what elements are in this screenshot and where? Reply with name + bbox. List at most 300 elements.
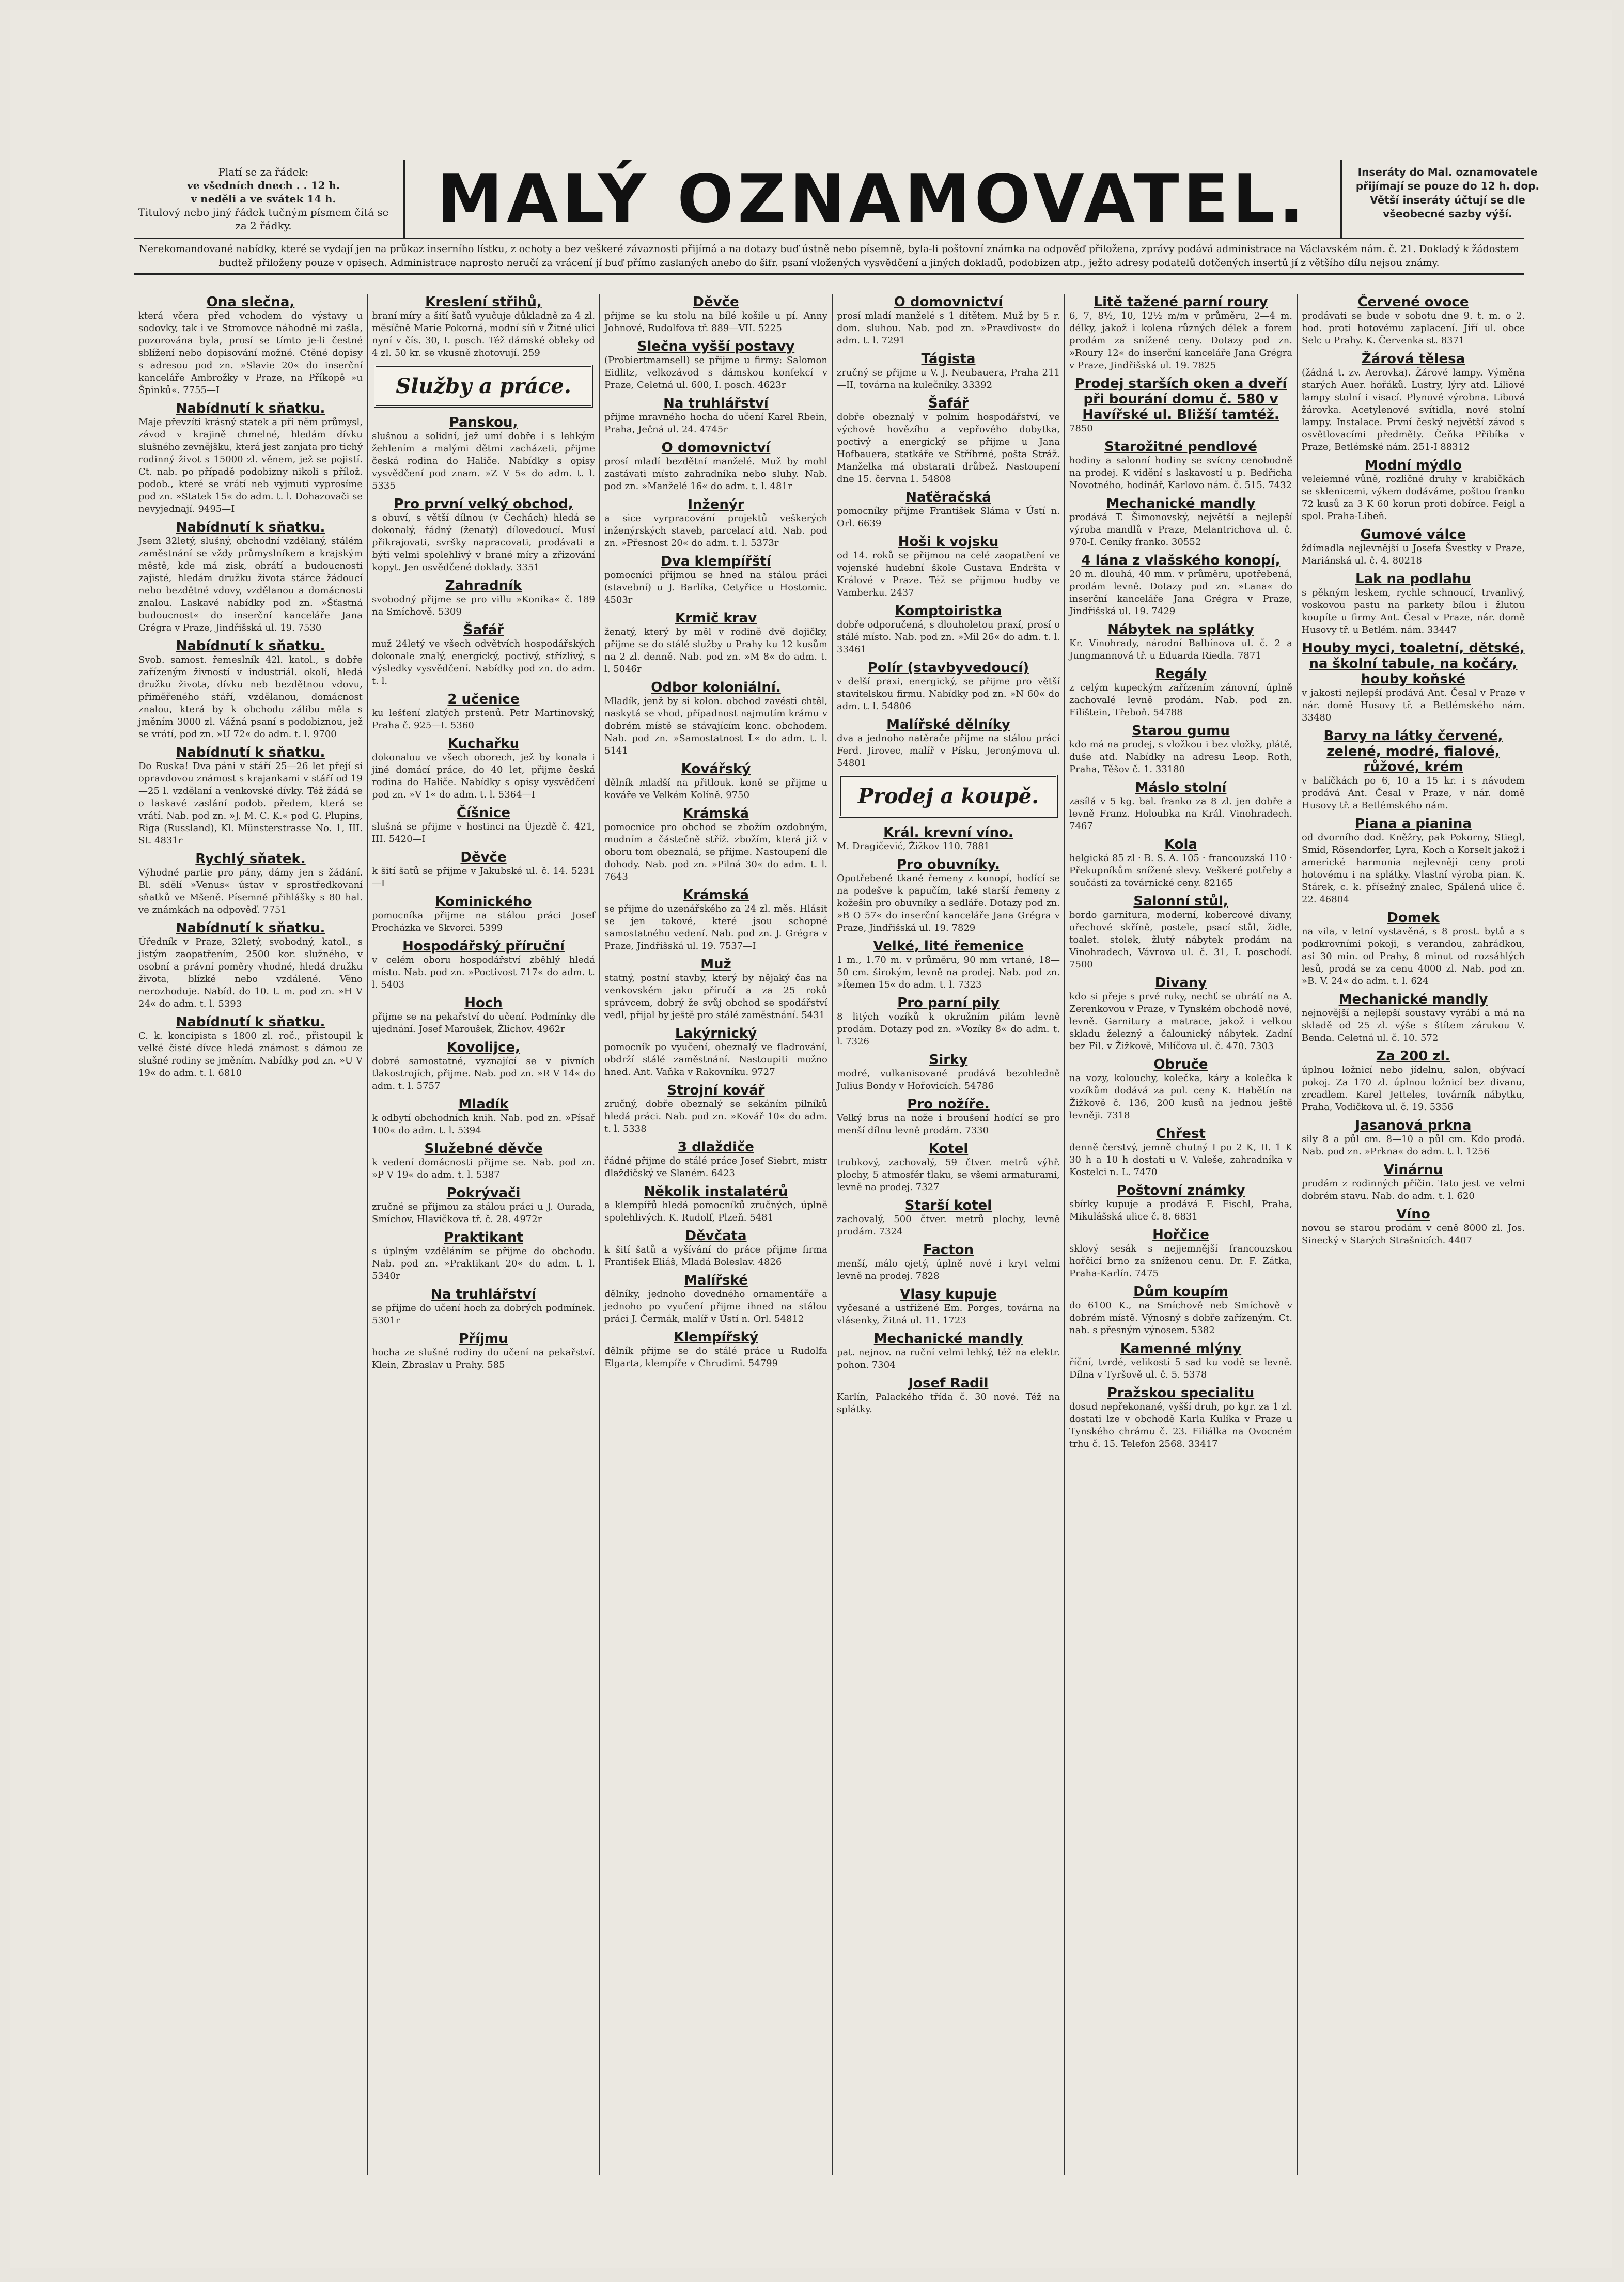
ad-title: Strojní kovář [667, 1083, 765, 1098]
ad-body: nejnovější a nejlepší soustavy vyrábí a má na skladě od 25 zl. výše s štítem zárukou V. Benda. Celetná ul. č. 10. 572 [1302, 1008, 1525, 1043]
ad-column [1297, 294, 1529, 2175]
ad-body: Karlín, Palackého třída č. 30 nové. Též na splátky. [837, 1392, 1060, 1415]
ad-column [599, 294, 832, 2175]
ad-title: Modní mýdlo [1364, 458, 1462, 473]
ad-body: dosud nepřekonané, vyšší druh, po kgr. za 1 zl. dostati lze v obchodě Karla Kulíka v Praze u Tynského chrámu č. 23. Filiálka na Ovocném trhu č. 15. Telefon 2568. 33417 [1069, 1401, 1292, 1449]
ad-body: vyčesané a ustřižené Em. Porges, továrna na vlásenky, Žitná ul. 11. 1723 [837, 1303, 1060, 1326]
ad-body: Výhodné partie pro pány, dámy jen s žádání. Bl. sdělí »Venus« ústav v sprostředkovaní sňatků ve Mšeně. Písemné přihlášky s 80 hal. ve známkách na odpověď. 7751 [138, 867, 363, 915]
ad-body: sbírky kupuje a prodává F. Fischl, Praha, Mikulášská ulice č. 8. 6831 [1069, 1199, 1292, 1222]
ad-title: Praktikant [444, 1230, 523, 1245]
ad-title: Obruče [1153, 1057, 1208, 1072]
ad-title: Dům koupím [1133, 1284, 1228, 1300]
ad-body: dobré samostatné, vyznající se v pivních tlakostrojích, přijme. Nab. pod zn. »R V 14« do adm. t. l. 5757 [372, 1056, 595, 1091]
ad-body: prosí mladí bezdětní manželé. Muž by mohl zastávati místo zahradníka nebo sluhy. Nab. pod zn. »Manželé 16« do adm. t. l. 481r [604, 456, 827, 492]
ad-title: Naťěračská [905, 490, 991, 505]
ad-title: Kovolijce, [446, 1040, 521, 1055]
ad-body: prodám z rodinných příčin. Tato jest ve velmi dobrém stavu. Nab. do adm. t. l. 620 [1302, 1178, 1525, 1201]
classified-ad [604, 1228, 827, 1269]
classified-ad [1069, 1284, 1292, 1337]
ad-title: Sirky [929, 1052, 968, 1068]
ad-body: dobře obeznalý v polním hospodářství, ve výchově hovězího a vepřového dobytka, poctivý a energický se přijme u Jana Hofbauera, statkáře ve Stříbrné, pošta Stráž. Manželka má obstarati drůbež. Nastoupení dne 15. června 1. 54808 [837, 412, 1060, 484]
ad-title: Domek [1387, 910, 1440, 926]
classified-ad [837, 1331, 1060, 1371]
ad-title: Mechanické mandly [873, 1331, 1023, 1347]
ad-body: k odbytí obchodních knih. Nab. pod zn. »Písař 100« do adm. t. l. 5394 [372, 1113, 595, 1136]
classified-ad [372, 1040, 595, 1092]
ad-body: se přijme do učení hoch za dobrých podmínek. 5301r [372, 1303, 595, 1326]
newspaper-page [10, 10, 1612, 2268]
ad-body: prosí mladí manželé s 1 dítětem. Muž by 5 r. dom. sluhou. Nab. pod zn. »Pravdivost« do adm. t. l. 7291 [837, 310, 1060, 346]
ad-body: Velký brus na nože i broušení hodící se pro menší dílnu levně prodám. 7330 [837, 1113, 1060, 1136]
ad-body: s pěkným leskem, rychle schnoucí, trvanlivý, voskovou pastu na parkety bílou i žlutou koupíte u firmy Ant. Česal v Praze, nár. domě Husovy tř. u Betlém. nám. 33447 [1302, 587, 1525, 635]
classified-ad [837, 1097, 1060, 1137]
classified-ad [1069, 975, 1292, 1053]
ad-title: Litě tažené parní roury [1094, 294, 1268, 310]
ad-body: přijme se ku stolu na bílé košile u pí. Anny Johnové, Rudolfova tř. 889—VII. 5225 [604, 310, 827, 334]
ad-body: k šití šatů se přijme v Jakubské ul. č. 14. 5231—I [372, 866, 595, 889]
ad-body: denně čerstvý, jemně chutný I po 2 K, II. 1 K 30 h a 10 h dostati u V. Valeše, zahradníka v Kostelci n. L. 7470 [1069, 1142, 1292, 1178]
ad-title: Vlasy kupuje [900, 1287, 997, 1302]
ad-body: od dvorního dod. Kněžry, pak Pokorny, Stiegl, Smid, Rösendorfer, Lyra, Koch a Korselt jakož i americké harmonia nejlevněji ceny proti hotovému i na splátky. Vlastní výroba pian. K. Stárek, c. k. přísežný znalec, Spálená ulice č. 22. 46804 [1302, 832, 1525, 905]
classified-ad [837, 1198, 1060, 1238]
ad-title: Šafář [928, 396, 969, 411]
classified-ad [138, 1014, 363, 1080]
ad-body: přijme mravného hocha do učení Karel Rbein, Praha, Ječná ul. 24. 4745r [604, 412, 827, 435]
classified-ad [1302, 992, 1525, 1044]
ad-title: Velké, lité řemenice [873, 939, 1024, 954]
classified-ad [604, 1026, 827, 1079]
classified-ad [837, 490, 1060, 530]
ad-body: v jakosti nejlepší prodává Ant. Česal v Praze v nár. domě Husovy tř. a Betlémského nám. 33480 [1302, 687, 1525, 723]
ad-title: Tágista [921, 351, 976, 367]
ad-body: trubkový, zachovalý, 59 čtver. metrů výhř. plochy, 5 atmosfér tlaku, se všemi armaturami, levně na prodej. 7327 [837, 1157, 1060, 1193]
ad-body: 20 m. dlouhá, 40 mm. v průměru, upotřebená, prodám levně. Dotazy pod zn. »Lana« do inserční kanceláře Jana Grégra v Praze, Jindřišská ul. 19. 7429 [1069, 569, 1292, 617]
classified-ad [604, 1139, 827, 1180]
classified-ad [1069, 1057, 1292, 1122]
ad-title: Červené ovoce [1357, 294, 1469, 310]
pricing-line: ve všedních dnech . . 12 h. [187, 179, 340, 192]
ad-body: ženatý, který by měl v rodině dvě dojičky, přijme se do stálé služby u Prahy ku 12 kusům na 2 zl. denně. Nab. pod zn. »M 8« do adm. t. l. 5046r [604, 627, 827, 675]
ad-body: svobodný přijme se pro villu »Konika« č. 189 na Smíchově. 5309 [372, 594, 595, 617]
classified-ad [138, 401, 363, 515]
classified-ad [837, 939, 1060, 991]
classified-ad [1069, 439, 1292, 492]
ad-title: Vinárnu [1383, 1162, 1443, 1178]
ad-title: Barvy na látky červené, zelené, modré, fialové, růžové, krém [1323, 728, 1503, 775]
classified-ad [372, 1230, 595, 1283]
ad-title: Kominického [435, 894, 532, 910]
classified-ad [1302, 816, 1525, 906]
ad-body: v celém oboru hospodářství zběhlý hledá místo. Nab. pod zn. »Poctivost 717« do adm. t. l. 5403 [372, 955, 595, 990]
ad-body: (Probiertmamsell) se přijme u firmy: Salomon Eidlitz, velkozávod s dámskou konfekcí v Praze, Celetná ul. 600, I. posch. 4623r [604, 355, 827, 390]
section-heading-prodej: Prodej a koupě. [839, 775, 1058, 818]
ad-title: Starožitné pendlové [1104, 439, 1257, 455]
ad-body: menší, málo ojetý, úplně nové i kryt velmi levně na prodej. 7828 [837, 1258, 1060, 1281]
pricing-line: v neděli a ve svátek 14 h. [191, 193, 336, 205]
ad-title: O domovnictví [661, 440, 771, 456]
classified-ad [372, 939, 595, 991]
pricing-box [134, 165, 393, 232]
ad-title: Inženýr [688, 497, 744, 512]
ad-body: řádné přijme do stálé práce Josef Siebrt, mistr dlaždičský ve Slaném. 6423 [604, 1155, 827, 1179]
classified-ad [1069, 1126, 1292, 1179]
ad-title: Piana a pianina [1355, 816, 1472, 832]
ad-title: Rychlý sňatek. [195, 851, 306, 867]
ad-body: prodávati se bude v sobotu dne 9. t. m. o 2. hod. proti hotovému zaplacení. Jiří ul. obce Selc u Prahy. K. Červenka st. 8371 [1302, 310, 1525, 346]
ad-body: kdo má na prodej, s vložkou i bez vložky, plátě, duše atd. Nabídky na adresu Leop. Roth, Praha, Těšov č. 1. 33180 [1069, 739, 1292, 775]
ad-body: 7850 [1069, 423, 1093, 434]
ad-body: v balíčkách po 6, 10 a 15 kr. i s návodem prodává Ant. Česal v Praze, v nár. domě Husovy tř. a Betlémského nám. [1302, 775, 1525, 811]
classified-ad [837, 1052, 1060, 1092]
ad-title: Nabídnutí k sňatku. [176, 1014, 325, 1030]
classified-ad [1069, 553, 1292, 618]
classified-ad [372, 692, 595, 732]
ad-title: Jasanová prkna [1355, 1118, 1472, 1133]
classified-ad [372, 1331, 595, 1371]
ad-title: Hořčice [1152, 1227, 1209, 1243]
admin-notice: Nerekomandované nabídky, které se vydají jen na průkaz inserního lístku, z ochoty a bez veškeré závaznosti přijímá a na dotazy buď ústně nebo písemně, byla-li poštovní známka na odpověď přiložena, zprávy podává administrace na Václavském nám. č. 21. Dokladý k žádostem budtež přiloženy pouze v opisech. Administrace naprosto neručí za vrácení jí buď přímo zaslaných anebo do šifr. psaní vložených vysvědčení a jiných dokladů, podobizen atp., ježto adresy podatelů dotčených insertů jí z většího dílu nejsou známy. [134, 238, 1524, 275]
ad-body: Do Ruska! Dva páni v stáří 25—26 let přejí si opravdovou známost s krajankami v stáří od 19—25 l. vzdělaní a venkovské dívky. Též žádá se o laskavé zaslání podob. předem, která se vrátí. Nab. pod zn. »J. M. C. K.« pod G. Plupins, Riga (Russland), Kl. Münsterstrasse No. 1, III. St. 4831r [138, 761, 363, 846]
ad-body: zachovalý, 500 čtver. metrů plochy, levně prodám. 7324 [837, 1214, 1060, 1237]
ad-body: přijme se na pekařství do učení. Podmínky dle ujednání. Josef Maroušek, Žlichov. 4962r [372, 1011, 595, 1035]
ad-body: veleiemné vůně, rozličné druhy v krabičkách se sklenicemi, výkem dodáváme, poštou franko 72 kusů za 3 K 60 korun proti dobírce. Feigl a spol. Praha-Libeň. [1302, 474, 1525, 522]
ad-title: Divany [1154, 975, 1207, 991]
classified-ad [1069, 894, 1292, 971]
ad-body: hodiny a salonní hodiny se svícny cenobodně na prodej. K vidění s laskavostí u p. Bedřicha Novotného, hodinář, Karlovo nám. č. 515. 7432 [1069, 455, 1292, 491]
ad-title: Několik instalatérů [644, 1184, 788, 1199]
ad-title: Nabídnutí k sňatku. [176, 638, 325, 654]
classified-ad [372, 1287, 595, 1327]
classified-ad [1069, 1183, 1292, 1223]
classified-ad [1069, 622, 1292, 662]
ad-title: Hoch [464, 995, 503, 1011]
ad-title: Chřest [1156, 1126, 1206, 1142]
classified-ad [1069, 780, 1292, 833]
ad-body: 6, 7, 8½, 10, 12½ m/m v průměru, 2—4 m. délky, jakož i kolena různých délek a forem prodám za snížené ceny. Dotazy pod zn. »Roury 12« do inserční kanceláře Jana Grégra v Praze, Jindřišská ul. 19. 7825 [1069, 310, 1292, 371]
classified-ad [1069, 837, 1292, 889]
ad-title: Šafář [463, 622, 504, 638]
ad-title: O domovnictví [894, 294, 1003, 310]
ad-title: Lak na podlahu [1355, 571, 1472, 587]
ad-body: dělník mladší na přitlouk. koně se přijme u kováře ve Velkém Kolíně. 9750 [604, 777, 827, 801]
ad-title: Děvče [460, 850, 507, 865]
ad-title: Mechanické mandly [1106, 496, 1256, 511]
ad-title: Malířské dělníky [886, 717, 1010, 732]
ad-title: Kola [1164, 837, 1197, 852]
classified-ad [1069, 723, 1292, 776]
classified-ad [1069, 376, 1292, 435]
ad-body: kdo si přeje s prvé ruky, nechť se obrátí na A. Zerenkovou v Praze, v Tynském obchodě nové, levně. Garnitury a matrace, jakož i velkou skladu železný a čalounický nábytek. Zadní bez Fil. v Žižkově, Milíčova ul. č. 470. 7303 [1069, 991, 1292, 1052]
pricing-line: Titulový nebo jiný řádek tučným písmem čítá se za 2 řádky. [138, 206, 389, 232]
ad-body: pomocníky přijme František Sláma v Ústí n. Orl. 6639 [837, 506, 1060, 529]
classified-ad [837, 825, 1060, 853]
ad-title: Hospodářský příruční [402, 939, 565, 954]
ad-body: ždímadla nejlevnější u Josefa Švestky v Praze, Mariánská ul. č. 4. 80218 [1302, 543, 1525, 566]
classified-ad [604, 761, 827, 802]
ad-title: Hoši k vojsku [898, 534, 999, 550]
ad-body: statný, postní stavby, který by nějaký čas na venkovském jako příručí a za 25 roků správcem, dobrý že svůj obchod se spodářství vedl, přijal by ještě pro stálé zaměstnání. 5431 [604, 973, 827, 1021]
ad-title: Děvčata [685, 1228, 747, 1244]
classified-ad [837, 1376, 1060, 1416]
classified-ad [372, 1097, 595, 1137]
classified-ad [1302, 351, 1525, 454]
classified-ad [1302, 458, 1525, 523]
ad-title: Starší kotel [904, 1198, 992, 1213]
ad-body: pomocníci přijmou se hned na stálou práci (stavební) u J. Barlíka, Cetyřice u Hostomic. 4503r [604, 570, 827, 605]
classified-ad [372, 805, 595, 846]
ad-title: Kreslení střihů, [425, 294, 542, 310]
ad-title: Mladík [458, 1097, 509, 1112]
ad-title: Facton [923, 1242, 974, 1258]
ad-body: sklový sesák s nejjemnější francouzskou hořčicí brno za sníženou cenu. Dr. F. Zátka, Praha-Karlín. 7475 [1069, 1243, 1292, 1279]
classified-ad [604, 339, 827, 392]
classified-ad [1069, 1227, 1292, 1280]
ad-body: dva a jednoho natěrače přijme na stálou práci Ferd. Jirovec, malíř v Písku, Jeronýmova ul. 54801 [837, 733, 1060, 769]
insertion-line: Větší inseráty účtují se dle všeobecné sazby výší. [1370, 194, 1525, 220]
ad-title: Číšnice [457, 805, 510, 821]
ad-title: 3 dlaždiče [678, 1139, 754, 1155]
ad-title: Gumové válce [1360, 527, 1466, 542]
ad-body: M. Dragičević, Žižkov 110. 7881 [837, 841, 990, 852]
ad-title: Polír (stavbyvedoucí) [867, 660, 1029, 676]
ad-title: Pro první velký obchod, [394, 496, 573, 512]
ad-body: zručný, dobře obeznalý se sekáním pilníků hledá práci. Nab. pod zn. »Kovář 10« do adm. t. l. 5338 [604, 1099, 827, 1134]
classified-ad [372, 294, 595, 360]
classified-ad [372, 415, 595, 492]
ad-body: pat. nejnov. na ruční velmi lehký, též na elektr. pohon. 7304 [837, 1347, 1060, 1370]
ad-column [1064, 294, 1297, 2175]
ad-title: Na truhlářství [663, 396, 769, 411]
ad-body: bordo garnitura, moderní, kobercové divany, ořechové skříně, postele, psací stůl, židle, toalet. stolek, žlutý nábytek prodám na Vinohradech, Vávrova ul. č. 31, I. poschodí. 7500 [1069, 910, 1292, 970]
ad-title: Krmič krav [675, 611, 757, 626]
ad-body: k vedení domácnosti přijme se. Nab. pod zn. »P V 19« do adm. t. l. 5387 [372, 1157, 595, 1180]
classified-ad [837, 660, 1060, 713]
classified-ad [837, 717, 1060, 770]
ad-title: Nabídnutí k sňatku. [176, 401, 325, 416]
classified-ad [1302, 527, 1525, 567]
ad-body: zasílá v 5 kg. bal. franko za 8 zl. jen dobře a levně Franz. Holoubka na Král. Vinohradech. 7467 [1069, 796, 1292, 832]
page-title: MALÝ OZNAMOVATEL. [403, 160, 1342, 238]
ad-body: s obuví, s větší dílnou (v Čechách) hledá se dokonalý, řádný (ženatý) dílovedoucí. Musí přikrajovati, svršky napracovati, prodávati a býti velmi spolehlivý v brané míry a zřizování kopyt. Jen osvědčené doklady. 3351 [372, 512, 595, 573]
ad-body: muž 24letý ve všech odvětvích hospodářských dokonale znalý, energický, poctivý, střízlivý, s výsledky vysvědčení. Nabídky pod zn. do adm. t. l. [372, 638, 595, 686]
ad-title: Mechanické mandly [1338, 992, 1488, 1007]
ad-title: Kotel [928, 1141, 969, 1156]
classified-ad [1302, 294, 1525, 347]
ad-body: dokonalou ve všech oborech, jež by konala i jiné domácí práce, do 40 let, přijme česká rodina do Haliče. Nabídky s opisy vysvědčení pod zn. »V 1« do adm. t. l. 5364—I [372, 752, 595, 800]
ad-body: na vozy, kolouchy, kolečka, káry a kolečka k vozíkům dodává za pol. ceny K. Habětín na Žižkově č. 136, 200 kusů na jednou ještě levněji. 7318 [1069, 1073, 1292, 1121]
ad-title: Odbor koloniální. [651, 680, 781, 695]
classified-ad [604, 396, 827, 436]
ad-title: Komptoiristka [895, 603, 1002, 619]
ad-body: z celým kupeckým zařízením zánovní, úplně zachovalé levně prodám. Nab. pod zn. Filištein, Třeboň. 54788 [1069, 682, 1292, 718]
ad-body: Opotřebené tkané řemeny z konopí, hodící se na podešve k papučím, také starší řemeny z kožešin pro obuvníky a sedláře. Dotazy pod zn. »B O 57« do inserční kanceláře Jana Grégra v Praze, Jindřišská ul. 19. 7829 [837, 873, 1060, 933]
ad-column [832, 294, 1064, 2175]
ad-title: Kamenné mlýny [1120, 1341, 1242, 1356]
classified-ad [1069, 496, 1292, 549]
insertion-box [1346, 165, 1550, 221]
classified-ad [1302, 910, 1525, 988]
classified-ad [1302, 728, 1525, 812]
classified-ad [604, 554, 827, 606]
ad-body: od 14. roků se přijmou na celé zaopatření ve vojenské hudební škole Gustava Endršta v Králové v Praze. Též se přijmou hudby ve Vamberku. 2437 [837, 550, 1060, 598]
ad-body: (žádná t. zv. Aerovka). Žárové lampy. Výměna starých Auer. hořáků. Lustry, lýry atd. Liliové lampy stolní i visací. Plynové výrobna. Libová žárovka. Acetylenové svítidla, nové stolní lampy. Instalace. První český největší závod s osvětlovacími předměty. Čeňka Přibíka v Praze, Betlémské nám. 251-I 88312 [1302, 367, 1525, 452]
ad-title: Dva klempířští [661, 554, 771, 569]
classified-ad [604, 1083, 827, 1135]
ad-body: 1 m., 1.70 m. v průměru, 90 mm vrtané, 18—50 cm. širokým, levně na prodej. Nab. pod zn. »Řemen 15« do adm. t. l. 7323 [837, 955, 1060, 990]
ad-body: úplnou ložnicí nebo jídelnu, salon, obývací pokoj. Za 170 zl. úplnou ložnicí bez divanu, zrcadlem. Karel Jetteles, továrník nábytku, Praha, Vodičkova ul. č. 19. 5356 [1302, 1065, 1525, 1113]
ad-columns [134, 294, 1529, 2175]
ad-title: Josef Radil [908, 1376, 989, 1391]
classified-ad [1069, 666, 1292, 719]
ad-body: dobře odporučená, s dlouholetou praxí, prosí o stálé místo. Nab. pod zn. »Mil 26« do adm. t. l. 33461 [837, 619, 1060, 655]
ad-body: sily 8 a půl cm. 8—10 a půl cm. Kdo prodá. Nab. pod zn. »Prkna« do adm. t. l. 1256 [1302, 1134, 1525, 1157]
ad-body: novou se starou prodám v ceně 8000 zl. Jos. Sinecký v Starých Strašnicích. 4407 [1302, 1223, 1525, 1246]
ad-body: Kr. Vinohrady, národní Balbínova ul. č. 2 a Jungmannová tř. u Eduarda Riedla. 7871 [1069, 638, 1292, 661]
classified-ad [372, 736, 595, 801]
classified-ad [1302, 1207, 1525, 1247]
classified-ad [604, 440, 827, 493]
ad-body: pomocnice pro obchod se zbožím ozdobným, modním a částečně stříž. zbožím, která již v oboru tom obeznalá, se přijme. Nastoupení dle dohody. Nab. pod zn. »Pilná 30« do adm. t. l. 7643 [604, 822, 827, 882]
ad-body: pomocníka přijme na stálou práci Josef Procházka ve Skvorci. 5399 [372, 910, 595, 933]
classified-ad [837, 995, 1060, 1048]
ad-body: a sice vyrpracování projektů veškerých inženýrských staveb, parcelací atd. Nab. pod zn. »Přesnost 20« do adm. t. l. 5373r [604, 513, 827, 549]
ad-title: Malířské [684, 1273, 748, 1288]
ad-title: Příjmu [459, 1331, 508, 1347]
ad-body: se přijme do uzenářského za 24 zl. měs. Hlásit se jen takové, které jsou schopné samostatného vedení. Nab. pod zn. J. Grégra v Praze, Jindřišská ul. 19. 7537—I [604, 903, 827, 951]
ad-title: Regály [1155, 666, 1207, 682]
ad-body: s úplným vzděláním se přijme do obchodu. Nab. pod zn. »Praktikant 20« do adm. t. l. 5340r [372, 1246, 595, 1281]
ad-body: v delší praxi, energický, se přijme pro větší stavitelskou firmu. Nabídky pod zn. »N 60« do adm. t. l. 54806 [837, 676, 1060, 712]
classified-ad [138, 851, 363, 916]
classified-ad [138, 638, 363, 741]
classified-ad [372, 894, 595, 934]
classified-ad [372, 995, 595, 1036]
ad-title: Kovářský [681, 761, 751, 777]
ad-body: zručné se přijmou za stálou práci u J. Ourada, Smíchov, Hlavičkova tř. č. 28. 4972r [372, 1201, 595, 1225]
ad-body: 8 litých vozíků k okružním pilám levně prodám. Dotazy pod zn. »Vozíky 8« do adm. t. l. 7326 [837, 1011, 1060, 1047]
ad-title: Máslo stolní [1135, 780, 1227, 795]
ad-body: a klempířů hledá pomocníků zručných, úplně spolehlivých. K. Rudolf, Plzeň. 5481 [604, 1200, 827, 1223]
ad-body: hocha ze slušné rodiny do učení na pekařství. Klein, Zbraslav u Prahy. 585 [372, 1347, 595, 1370]
ad-title: Pražskou specialitu [1107, 1385, 1255, 1401]
classified-ad [1302, 1162, 1525, 1202]
ad-body: slušná se přijme v hostinci na Újezdě č. 421, III. 5420—I [372, 821, 595, 845]
ad-title: Král. krevní víno. [883, 825, 1013, 840]
ad-title: Ona slečna, [206, 294, 295, 310]
classified-ad [837, 534, 1060, 599]
ad-body: prodává T. Šimonovský, největší a nejlepší výroba mandlů v Praze, Melantrichova ul. č. 970-I. Ceníky franko. 30552 [1069, 512, 1292, 548]
ad-body: na vila, v letní vystavěná, s 8 prost. bytů a s podkrovními pokoji, s verandou, zahrádkou, asi 30 min. od Prahy, 8 minut od rozsáhlých lesů, prodá se za cenu 4000 zl. Nab. pod zn. »B. V. 24« do adm. t. l. 624 [1302, 926, 1525, 987]
ad-title: Žárová tělesa [1361, 351, 1465, 367]
classified-ad [372, 578, 595, 618]
ad-title: Kuchařku [447, 736, 520, 752]
classified-ad [837, 1287, 1060, 1327]
classified-ad [604, 1273, 827, 1325]
ad-title: Prodej starších oken a dveří při bourání domu č. 580 v Havířské ul. Bližší tamtéž. [1074, 376, 1287, 423]
ad-title: Pro parní pily [897, 995, 1000, 1011]
ad-title: Pokrývači [446, 1185, 521, 1201]
ad-body: dělníky, jednoho dovedného ornamentáře a jednoho po vyučení přijme ihned na stálou práci J. Čermák, malíř v Ústí n. Orl. 54812 [604, 1289, 827, 1324]
ad-title: Poštovní známky [1116, 1183, 1245, 1198]
classified-ad [1069, 294, 1292, 372]
ad-title: Klempířský [674, 1330, 758, 1345]
classified-ad [604, 294, 827, 335]
ad-column [367, 294, 599, 2175]
ad-title: Zahradník [445, 578, 522, 593]
ad-body: C. k. koncipista s 1800 zl. roč., přistoupil k velké čisté dívce hledá známost s dámou ze slušné rodiny se jměním. Nabídky pod zn. »U V 19« do adm. t. l. 6810 [138, 1030, 363, 1079]
ad-body: modré, vulkanisované prodává bezohledně Julius Bondy v Hořovicích. 54786 [837, 1068, 1060, 1091]
ad-title: Nábytek na splátky [1107, 622, 1254, 637]
ad-title: 4 lána z vlašského konopí, [1081, 553, 1281, 568]
classified-ad [372, 496, 595, 574]
classified-ad [837, 396, 1060, 486]
classified-ad [837, 1141, 1060, 1194]
classified-ad [837, 294, 1060, 347]
section-heading-sluzby: Služby a práce. [374, 365, 593, 408]
ad-title: Na truhlářství [431, 1287, 536, 1302]
classified-ad [1302, 571, 1525, 636]
insertion-line: Inseráty do Mal. oznamovatele přijímají se pouze do 12 h. dop. [1355, 166, 1540, 192]
classified-ad [604, 497, 827, 550]
ad-body: Maje převzíti krásný statek a při něm průmysl, závod v krajině chmelné, hledám dívku slušného zevnějšku, která jest zanjata pro tichý rodinný život s 15000 zl. věnem, jež se pojistí. Ct. nab. po případě podobizny nikoli s přílož. podob., které se vrátí neb vyjmuti vyprosíme pod zn. »Statek 15« do adm. t. l. Dohazovači se nevyjednají. 9495—I [138, 417, 363, 514]
classified-ad [372, 1141, 595, 1181]
pricing-line: Platí se za řádek: [218, 166, 309, 178]
classified-ad [837, 351, 1060, 392]
ad-title: Pro nožíře. [907, 1097, 990, 1112]
classified-ad [372, 622, 595, 687]
classified-ad [1069, 1385, 1292, 1450]
ad-body: helgická 85 zl · B. S. A. 105 · francouzská 110 · Překupníkům snížené slevy. Veškeré potřeby a součásti za továrnické ceny. 82165 [1069, 853, 1292, 888]
classified-ad [604, 957, 827, 1022]
classified-ad [138, 520, 363, 634]
ad-title: Za 200 zl. [1376, 1049, 1450, 1064]
ad-body: Jsem 32letý, slušný, obchodní vzdělaný, stálém zaměstnání se vždy průmyslníkem a krajským městě, kde má zisk, obrátí a budoucnosti zajisté, hledám družku života stárce žádoucí nebo bezdětné vdovy, vzdělanou a domácnosti znalou. Laskavé nabídky pod zn. »Šťastná budoucnost« do inserční kanceláře Jana Grégra v Praze, Jindřišská ul. 19. 7530 [138, 536, 363, 633]
ad-title: Pro obuvníky. [897, 857, 1000, 872]
ad-body: říční, tvrdé, velikosti 5 sad ku vodě se levně. Dílna v Tyršově ul. č. 5. 5378 [1069, 1357, 1292, 1380]
classified-ad [604, 611, 827, 676]
ad-body: Svob. samost. řemeslník 42l. katol., s dobře zařízeným živností v industriál. okolí, hledá družku života, dívku neb bezdětnou vdovu, přiměřeného stáří, vzdělanou, domácnost znalou, která by k obchodu zálibu měla s jměním 3000 zl. Vážná psaní s podobiznou, jež se vrátí, pod zn. »U 72« do adm. t. l. 9700 [138, 654, 363, 740]
ad-title: Nabídnutí k sňatku. [176, 520, 325, 535]
ad-body: do 6100 K., na Smíchově neb Smíchově v dobrém místě. Výnosný s dobře zařízeným. Ct. nab. s přesným výnosem. 5382 [1069, 1300, 1292, 1336]
classified-ad [837, 603, 1060, 656]
ad-title: Lakýrnický [675, 1026, 757, 1041]
ad-body: Mladík, jenž by si kolon. obchod zavésti chtěl, naskytá se vhod, případnost najmutím krámu v dobrém místě se stávajícím konc. obchodem. Nab. pod zn. »Samostatnost L« do adm. t. l. 5141 [604, 696, 827, 756]
ad-body: ku lešťení zlatých prstenů. Petr Martinovský, Praha č. 925—I. 5360 [372, 708, 595, 731]
ad-title: Krámská [683, 806, 749, 821]
ad-title: Starou gumu [1132, 723, 1230, 739]
ad-body: slušnou a solidní, jež umí dobře i s lehkým žehlením a malými dětmi zacházeti, přijme česká rodina do Haliče. Nabídky s opisy vysvědčení pod znam. »Z V 5« do adm. t. l. 5335 [372, 431, 595, 491]
ad-title: Nabídnutí k sňatku. [176, 920, 325, 936]
classified-ad [837, 857, 1060, 934]
classified-ad [1069, 1341, 1292, 1381]
ad-title: Slečna vyšší postavy [637, 339, 795, 354]
ad-body: pomocník po vyučení, obeznalý ve fladrování, obdrží stálé zaměstnání. Nastoupiti možno hned. Ant. Vaňka v Rakovníku. 9727 [604, 1042, 827, 1077]
ad-body: braní míry a šití šatů vyučuje důkladně za 4 zl. měsíčně Marie Pokorná, modní síň v Žitné ulici nyní v čís. 30, I. posch. Též dámské obleky od 4 zl. 50 kr. se vkusně zhotovují. 259 [372, 310, 595, 358]
classified-ad [138, 920, 363, 1010]
ad-body: zručný se přijme u V. J. Neubauera, Praha 211—II, továrna na kulečníky. 33392 [837, 367, 1060, 390]
ad-body: Úředník v Praze, 32letý, svobodný, katol., s jistým zaopatřením, 2500 kor. služného, v osobní a právní poměry vhodné, hledá družku života, blízké nebo vzdálené. Věno nerozhoduje. Nabíd. do 10. t. m. pod zn. »H V 24« do adm. t. l. 5393 [138, 936, 363, 1009]
classified-ad [1302, 640, 1525, 724]
ad-title: Nabídnutí k sňatku. [176, 745, 325, 760]
classified-ad [372, 1185, 595, 1226]
ad-title: Krámská [683, 887, 749, 903]
ad-body: k šití šatů a vyšívání do práce přijme firma František Eliáš, Mladá Boleslav. 4826 [604, 1244, 827, 1268]
classified-ad [604, 806, 827, 883]
ad-title: Houby myci, toaletní, dětské, na školní tabule, na kočáry, houby koňské [1302, 640, 1525, 687]
ad-title: Salonní stůl, [1133, 894, 1228, 909]
classified-ad [1302, 1049, 1525, 1114]
ad-body: která včera před vchodem do výstavy u sodovky, tak i ve Stromovce náhodně mi zašla, pozorována byla, prosí se tímto je-li čestné sblížení nebo dopisování možné. Ctěné dopisy s adresou pod zn. »Slavie 20« do inserční kanceláře Ambrožky v Praze, na Příkopě »u Špinků«. 7755—I [138, 310, 363, 396]
